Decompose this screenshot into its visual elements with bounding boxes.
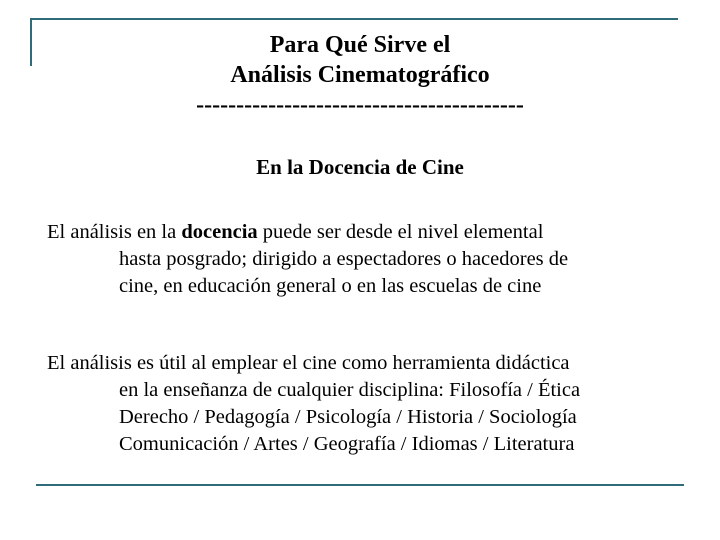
paragraph-1-line-3: cine, en educación general o en las escuelas de cine [119, 275, 542, 297]
slide-title [0, 30, 720, 120]
paragraph-2-line-3: Derecho / Pedagogía / Psicología / Historia / Sociología [119, 406, 577, 428]
title-rule: ----------------------------------------- [196, 92, 524, 118]
paragraph-1-line-1-start: El análisis en la [47, 221, 182, 243]
paragraph-2-line-2: en la enseñanza de cualquier disciplina: Filosofía / Ética [119, 379, 581, 401]
paragraph-herramienta [47, 350, 580, 458]
title-line-1: Para Qué Sirve el [269, 32, 451, 58]
paragraph-docencia [47, 219, 568, 300]
paragraph-1-line-1-end: puede ser desde el nivel elemental [257, 221, 544, 243]
paragraph-2-line-4: Comunicación / Artes / Geografía / Idiomas / Literatura [119, 433, 575, 455]
paragraph-1-bold-word: docencia [181, 221, 258, 243]
paragraph-2-line-1: El análisis es útil al emplear el cine como herramienta didáctica [47, 352, 570, 374]
paragraph-1-line-1 [47, 219, 568, 246]
frame-top-line [30, 18, 678, 20]
frame-bottom-line [36, 484, 684, 486]
title-line-2: Análisis Cinematográfico [230, 62, 490, 88]
slide-subtitle: En la Docencia de Cine [256, 155, 464, 179]
paragraph-1-line-2: hasta posgrado; dirigido a espectadores o hacedores de [119, 248, 569, 270]
